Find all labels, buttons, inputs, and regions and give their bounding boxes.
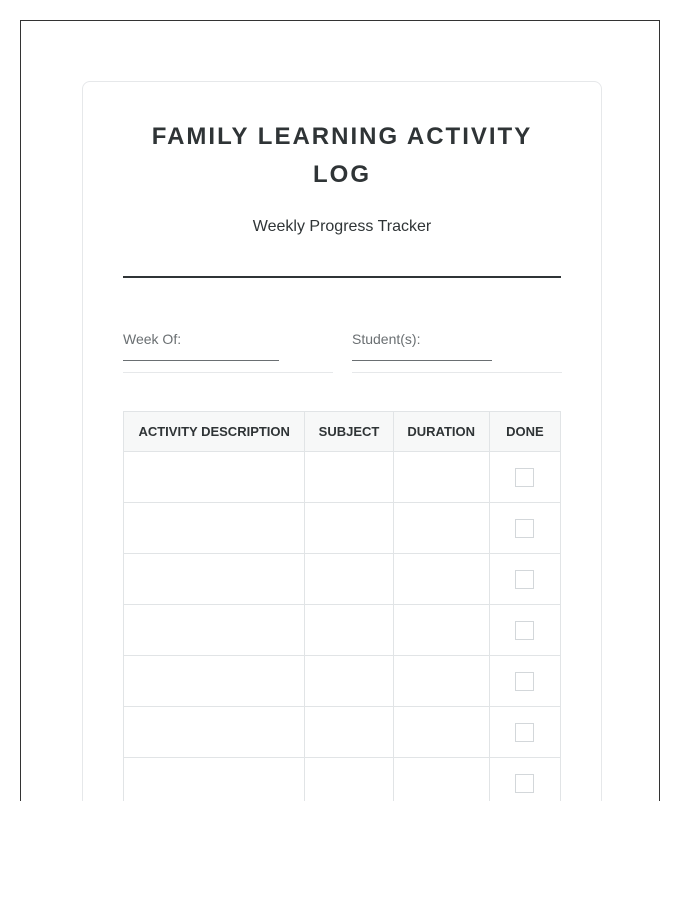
activity-cell[interactable] (124, 554, 305, 605)
week-of-field (123, 330, 333, 373)
title-line-1: FAMILY LEARNING ACTIVITY (151, 123, 533, 150)
done-checkbox[interactable] (515, 672, 534, 691)
table-row (124, 758, 561, 802)
week-of-field-underline (123, 372, 333, 373)
duration-cell[interactable] (393, 554, 489, 605)
page-subtitle: Weekly Progress Tracker (252, 218, 432, 235)
done-cell (489, 503, 560, 554)
column-header-subject: SUBJECT (305, 412, 393, 452)
column-header-activity: ACTIVITY DESCRIPTION (124, 412, 305, 452)
activity-cell[interactable] (124, 605, 305, 656)
done-checkbox[interactable] (515, 621, 534, 640)
week-of-input-line[interactable] (123, 360, 279, 361)
duration-cell[interactable] (393, 707, 489, 758)
done-cell (489, 452, 560, 503)
done-cell (489, 554, 560, 605)
students-label: Student(s): (352, 331, 421, 347)
table-row (124, 707, 561, 758)
table-row (124, 452, 561, 503)
students-field-underline (352, 372, 562, 373)
done-cell (489, 758, 560, 802)
subject-cell[interactable] (305, 656, 393, 707)
page-frame (20, 20, 660, 801)
column-header-done: DONE (489, 412, 560, 452)
title-divider (123, 276, 561, 278)
done-checkbox[interactable] (515, 723, 534, 742)
activity-cell[interactable] (124, 707, 305, 758)
duration-cell[interactable] (393, 758, 489, 802)
subject-cell[interactable] (305, 707, 393, 758)
table-row (124, 656, 561, 707)
table-row (124, 605, 561, 656)
activity-cell[interactable] (124, 452, 305, 503)
duration-cell[interactable] (393, 605, 489, 656)
done-cell (489, 707, 560, 758)
done-checkbox[interactable] (515, 468, 534, 487)
week-of-label: Week Of: (123, 331, 182, 347)
duration-cell[interactable] (393, 452, 489, 503)
done-checkbox[interactable] (515, 519, 534, 538)
subject-cell[interactable] (305, 452, 393, 503)
done-cell (489, 656, 560, 707)
column-header-duration: DURATION (393, 412, 489, 452)
students-input-line[interactable] (352, 360, 492, 361)
table-header-row (124, 412, 561, 452)
activity-cell[interactable] (124, 503, 305, 554)
done-checkbox[interactable] (515, 570, 534, 589)
page-title (83, 118, 601, 194)
activity-table (123, 411, 561, 801)
subject-cell[interactable] (305, 758, 393, 802)
duration-cell[interactable] (393, 503, 489, 554)
subject-cell[interactable] (305, 605, 393, 656)
activity-cell[interactable] (124, 758, 305, 802)
subject-cell[interactable] (305, 554, 393, 605)
table-row (124, 503, 561, 554)
subject-cell[interactable] (305, 503, 393, 554)
done-checkbox[interactable] (515, 774, 534, 793)
activity-cell[interactable] (124, 656, 305, 707)
title-line-2: LOG (313, 161, 371, 188)
students-field (352, 330, 562, 373)
activity-log-card (82, 81, 602, 801)
table-row (124, 554, 561, 605)
duration-cell[interactable] (393, 656, 489, 707)
done-cell (489, 605, 560, 656)
